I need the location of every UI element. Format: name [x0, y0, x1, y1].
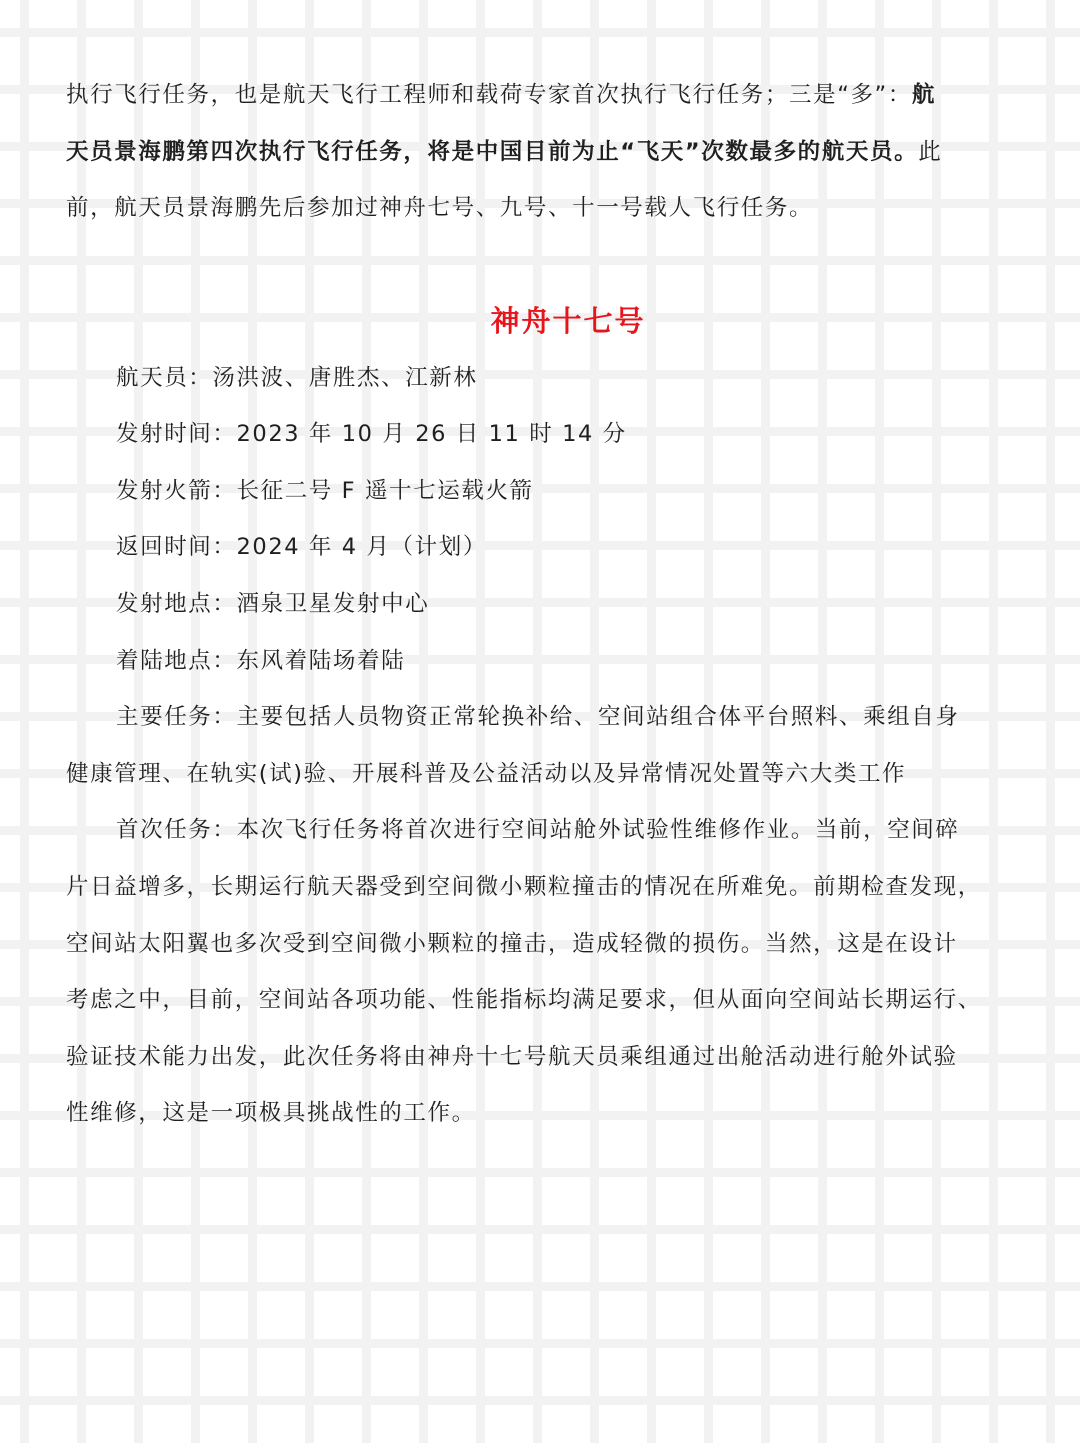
launch-site-line: 发射地点：酒泉卫星发射中心	[116, 591, 430, 617]
intro-line-2-bold: 天员景海鹏第四次执行飞行任务，将是中国目前为止“飞天”次数最多的航天员。	[66, 139, 919, 165]
section-title: 神舟十七号	[490, 304, 646, 338]
intro-line-1	[66, 79, 936, 111]
launch-time-line: 发射时间：2023 年 10 月 26 日 11 时 14 分	[116, 421, 627, 447]
first-task-line: 空间站太阳翼也多次受到空间微小颗粒的撞击，造成轻微的损伤。当然，这是在设计	[66, 931, 958, 957]
rocket-line: 发射火箭：长征二号 F 遥十七运载火箭	[116, 478, 534, 504]
astronauts-line: 航天员：汤洪波、唐胜杰、江新林	[116, 365, 478, 391]
first-task-line: 片日益增多，长期运行航天器受到空间微小颗粒撞击的情况在所难免。前期检查发现，	[66, 874, 982, 900]
main-task-line: 主要任务：主要包括人员物资正常轮换补给、空间站组合体平台照料、乘组自身	[116, 704, 960, 730]
intro-line-1-bold: 航	[911, 82, 937, 108]
landing-site-line: 着陆地点：东风着陆场着陆	[116, 648, 406, 674]
main-task-line: 健康管理、在轨实(试)验、开展科普及公益活动以及异常情况处置等六大类工作	[66, 761, 907, 787]
first-task-line: 首次任务：本次飞行任务将首次进行空间站舱外试验性维修作业。当前，空间碎	[116, 817, 960, 843]
intro-line-2	[66, 136, 942, 168]
first-task-line: 性维修，这是一项极具挑战性的工作。	[66, 1100, 476, 1126]
return-time-line: 返回时间：2024 年 4 月（计划）	[116, 534, 487, 560]
intro-line-2-text: 此	[918, 139, 943, 165]
first-task-line: 验证技术能力出发，此次任务将由神舟十七号航天员乘组通过出舱活动进行舱外试验	[66, 1044, 958, 1070]
intro-line-3: 前，航天员景海鹏先后参加过神舟七号、九号、十一号载人飞行任务。	[66, 195, 814, 221]
intro-line-1-text: 执行飞行任务，也是航天飞行工程师和载荷专家首次执行飞行任务；三是“多”：	[66, 82, 912, 108]
first-task-line: 考虑之中，目前，空间站各项功能、性能指标均满足要求，但从面向空间站长期运行、	[66, 987, 982, 1013]
